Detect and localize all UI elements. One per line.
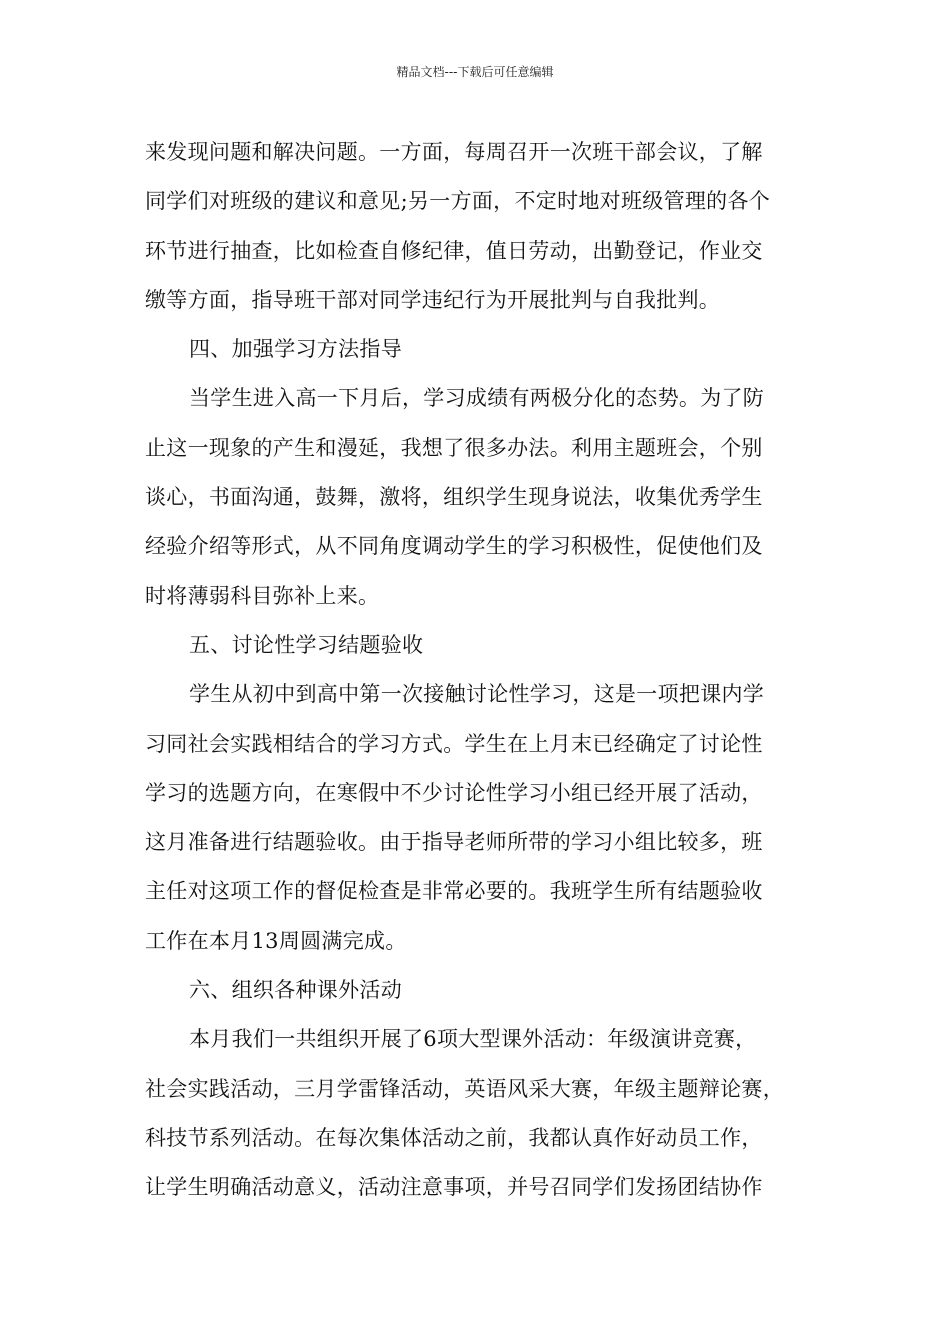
paragraph-first-line: 当学生进入高一下月后，学习成绩有两极分化的态势。为了防: [189, 386, 765, 411]
paragraph-first-line: 学生从初中到高中第一次接触讨论性学习，这是一项把课内学: [189, 682, 765, 707]
body-line: 时将薄弱科目弥补上来。: [145, 583, 380, 608]
body-line: 科技节系列活动。在每次集体活动之前，我都认真作好动员工作，: [145, 1125, 763, 1150]
body-line: 这月准备进行结题验收。由于指导老师所带的学习小组比较多，班: [145, 830, 763, 855]
body-line: 来发现问题和解决问题。一方面，每周召开一次班干部会议，了解: [145, 140, 763, 164]
page-header: 精品文档---下载后可任意编辑: [396, 65, 554, 79]
body-line: 学习的选题方向，在寒假中不少讨论性学习小组已经开展了活动，: [145, 780, 763, 805]
body-line: 同学们对班级的建议和意见;另一方面，不定时地对班级管理的各个: [145, 189, 771, 214]
body-line: 习同社会实践相结合的学习方式。学生在上月末已经确定了讨论性: [145, 731, 763, 756]
section-heading: 五、讨论性学习结题验收: [189, 632, 424, 657]
section-heading: 四、加强学习方法指导: [189, 337, 402, 362]
paragraph-first-line: 本月我们一共组织开展了6项大型课外活动：年级演讲竞赛，: [189, 1027, 757, 1052]
body-line: 缴等方面，指导班干部对同学违纪行为开展批判与自我批判。: [145, 287, 721, 312]
body-line: 工作在本月13周圆满完成。: [145, 928, 407, 953]
section-heading: 六、组织各种课外活动: [189, 978, 402, 1003]
body-line: 让学生明确活动意义，活动注意事项，并号召同学们发扬团结协作: [145, 1175, 763, 1200]
body-line: 经验介绍等形式，从不同角度调动学生的学习积极性，促使他们及: [145, 534, 763, 559]
document-body: [145, 132, 825, 1217]
body-line: 环节进行抽查，比如检查自修纪律，值日劳动，出勤登记，作业交: [145, 238, 763, 263]
body-line: 社会实践活动，三月学雷锋活动，英语风采大赛，年级主题辩论赛，: [145, 1076, 784, 1101]
body-line: 止这一现象的产生和漫延，我想了很多办法。利用主题班会，个别: [145, 435, 763, 460]
body-line: 谈心，书面沟通，鼓舞，激将，组织学生现身说法，收集优秀学生: [145, 485, 763, 510]
body-line: 主任对这项工作的督促检查是非常必要的。我班学生所有结题验收: [145, 879, 763, 904]
